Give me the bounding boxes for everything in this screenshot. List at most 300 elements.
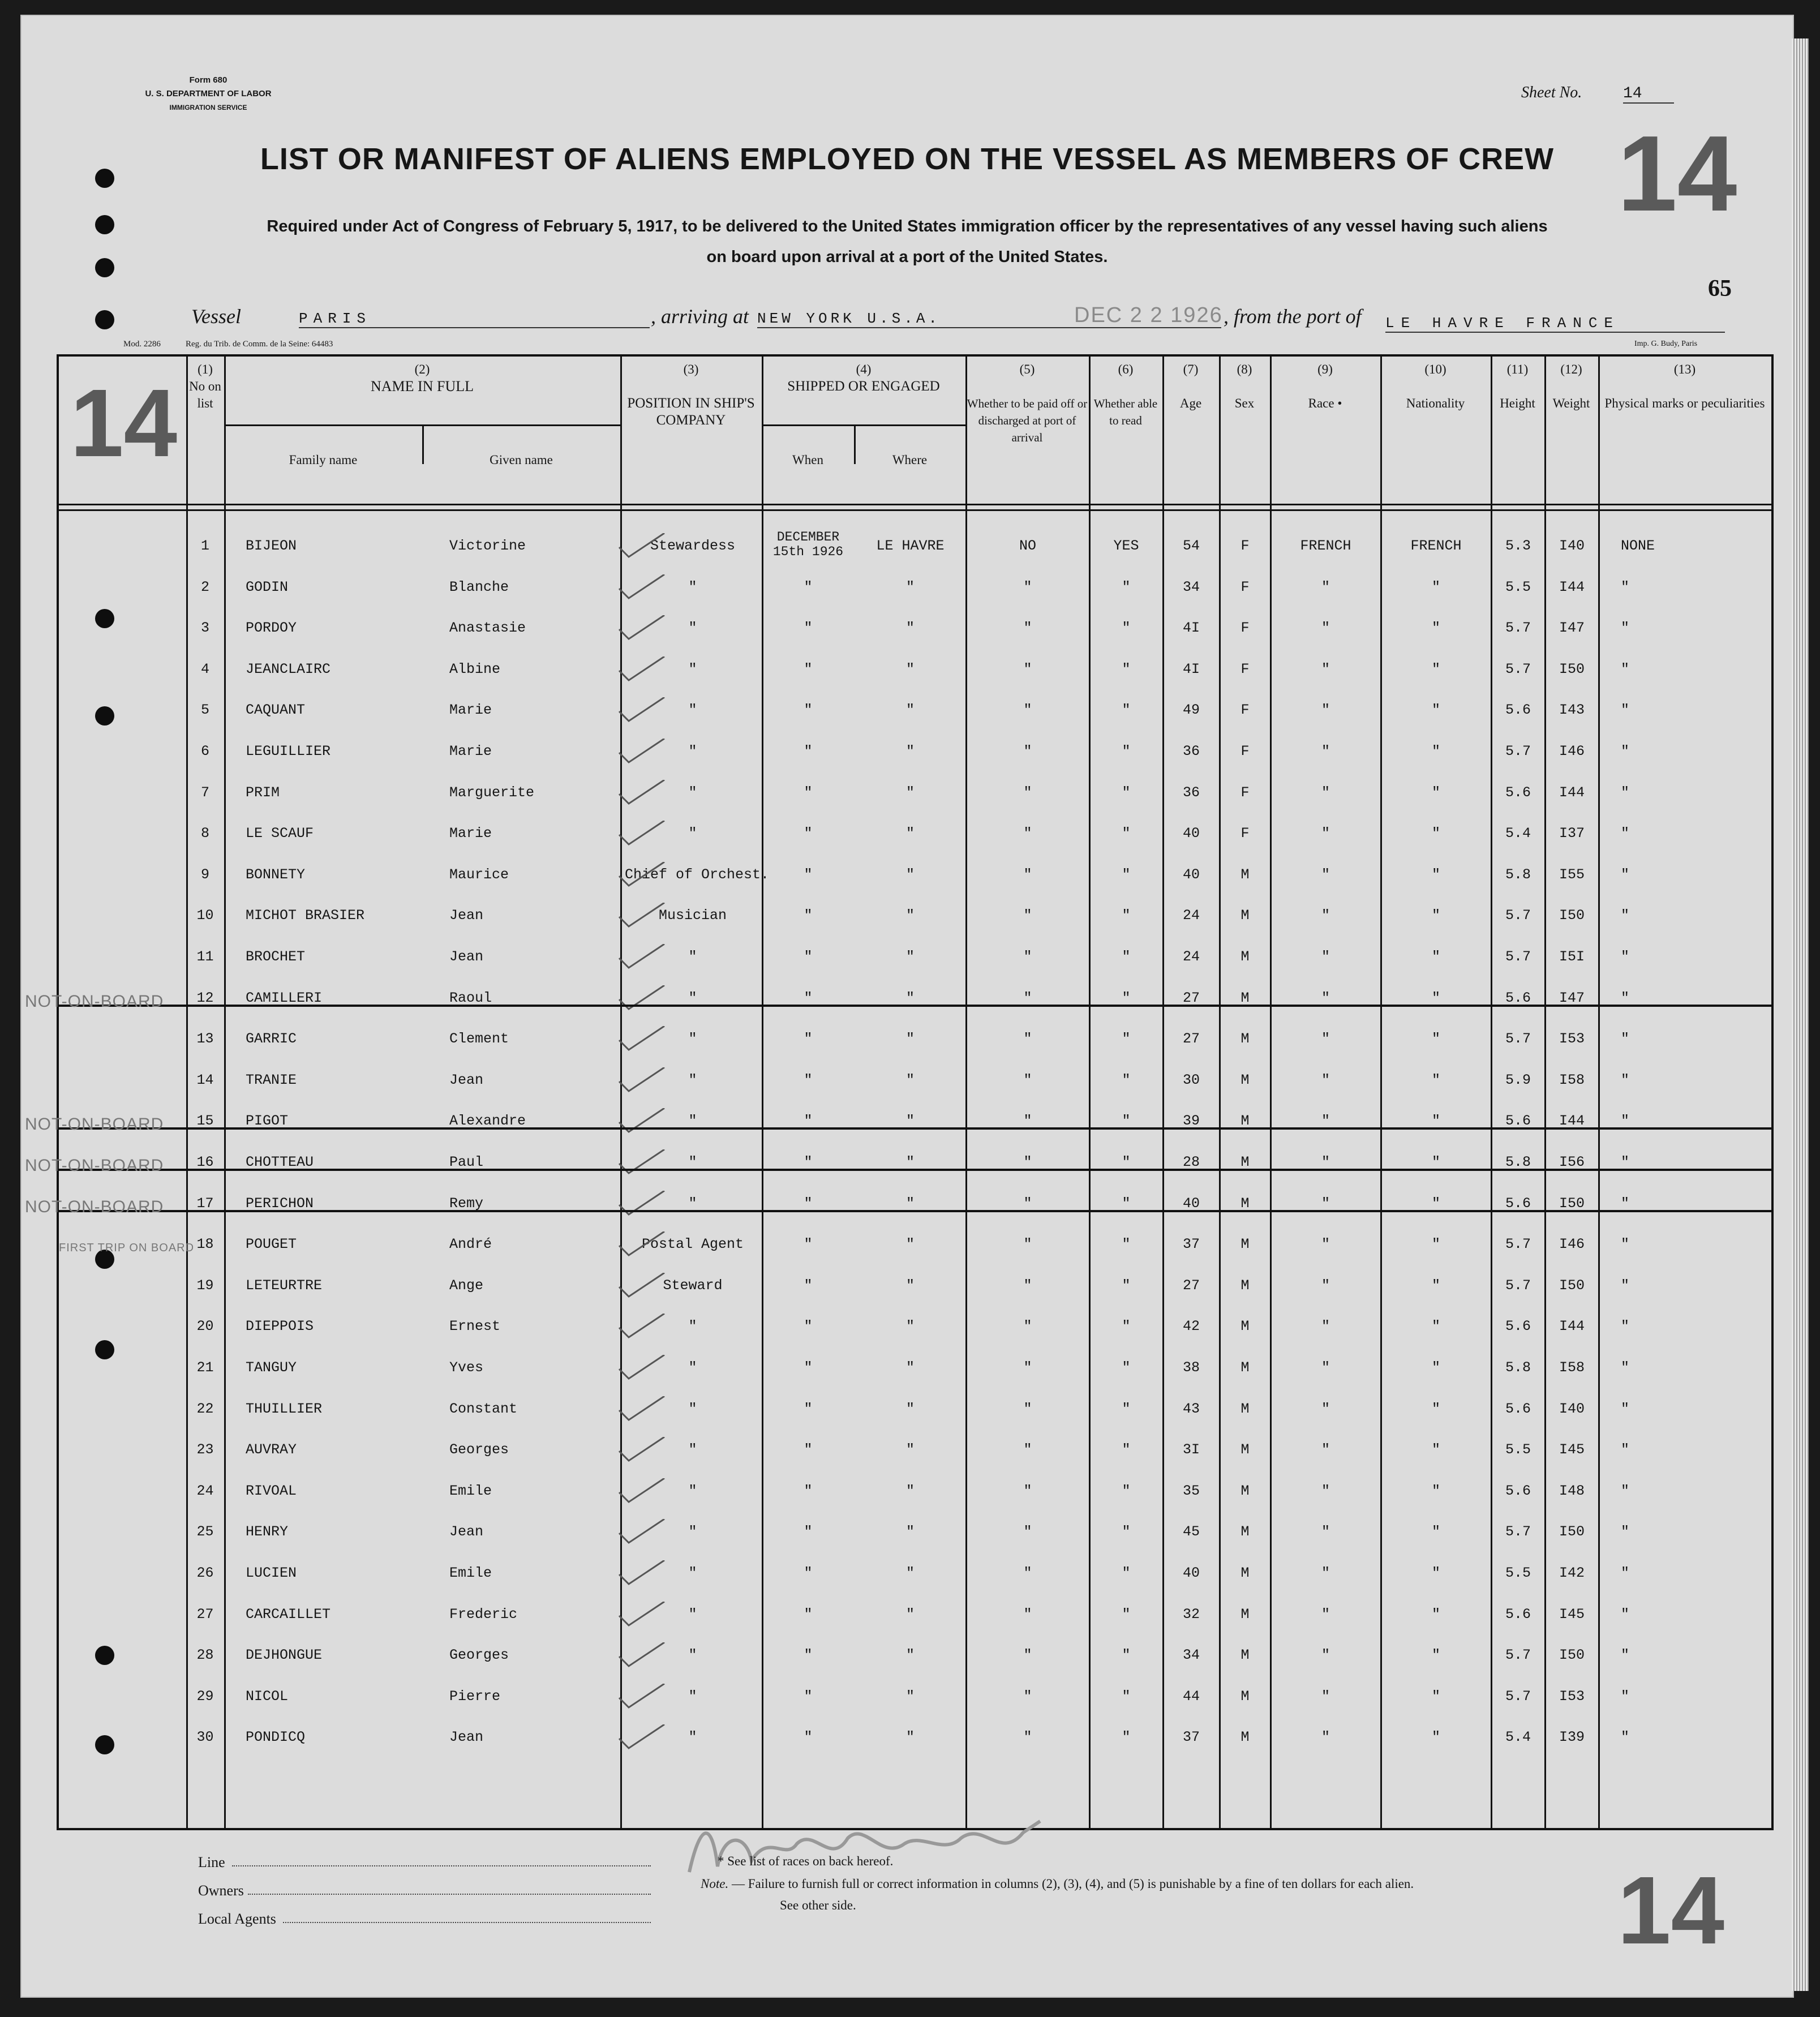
cell-marks: ": [1621, 620, 1630, 637]
cell-family: LUCIEN: [246, 1565, 297, 1581]
cell-weight: I46: [1559, 1236, 1585, 1253]
cell-read: ": [1122, 1071, 1131, 1088]
cell-where: ": [905, 1113, 915, 1130]
table-row: [59, 574, 1771, 615]
cell-marks: ": [1621, 1606, 1630, 1623]
check-mark-icon: [616, 780, 667, 808]
cell-height: 5.6: [1505, 1482, 1531, 1499]
cell-paid: ": [1023, 907, 1032, 924]
cell-given: Emile: [449, 1565, 492, 1581]
cell-where: ": [905, 1441, 915, 1458]
table-row: [25, 1149, 1771, 1190]
cell-given: Alexandre: [449, 1113, 526, 1130]
cell-read: ": [1122, 1277, 1131, 1294]
check-mark-icon: [616, 615, 667, 643]
cell-marks: ": [1621, 949, 1630, 965]
cell-paid: ": [1023, 1195, 1032, 1212]
penalty-note: Note. — Failure to furnish full or correct information in columns (2), (3), (4), and (5) is punishable by a fine of ten dollars for each alien.: [701, 1877, 1414, 1891]
cell-when: ": [804, 1359, 813, 1376]
cell-age: 37: [1182, 1729, 1200, 1746]
col-family-header: Family name: [289, 453, 358, 467]
cell-read: ": [1122, 620, 1131, 637]
cell-position: ": [688, 1606, 697, 1623]
cell-family: LE SCAUF: [246, 825, 314, 842]
cell-age: 34: [1182, 1647, 1200, 1664]
cell-nat: ": [1431, 1482, 1440, 1499]
cell-weight: I40: [1559, 538, 1585, 554]
cell-when: ": [804, 949, 813, 965]
cell-marks: ": [1621, 1154, 1630, 1170]
cell-height: 5.7: [1505, 1236, 1531, 1253]
table-row: [59, 1273, 1771, 1314]
cell-nat: ": [1431, 1359, 1440, 1376]
cell-position: ": [688, 1441, 697, 1458]
cell-marks: ": [1621, 1441, 1630, 1458]
cell-position: Chief of Orchest.: [625, 866, 770, 883]
cell-race: ": [1321, 1031, 1330, 1048]
cell-marks: ": [1621, 578, 1630, 595]
cell-paid: ": [1023, 1606, 1032, 1623]
cell-age: 30: [1182, 1071, 1200, 1088]
cell-age: 39: [1182, 1113, 1200, 1130]
cell-sex: M: [1240, 949, 1250, 965]
check-mark-icon: [616, 1108, 667, 1136]
cell-when: ": [804, 907, 813, 924]
cell-weight: I44: [1559, 1113, 1585, 1130]
cell-where: ": [905, 660, 915, 677]
cell-nat: ": [1431, 1729, 1440, 1746]
cell-race: ": [1321, 660, 1330, 677]
cell-sex: M: [1240, 1565, 1250, 1581]
cell-age: 24: [1182, 949, 1200, 965]
cell-marks: ": [1621, 702, 1630, 719]
cell-position: ": [688, 989, 697, 1006]
footer-line-label: Line: [198, 1854, 225, 1870]
cell-when: ": [804, 660, 813, 677]
cell-position: ": [688, 784, 697, 801]
cell-height: 5.6: [1505, 1318, 1531, 1335]
cell-paid: ": [1023, 1236, 1032, 1253]
cell-given: Blanche: [449, 578, 509, 595]
col-when-header: When: [792, 453, 823, 467]
cell-nat: ": [1431, 784, 1440, 801]
cell-sex: M: [1240, 1277, 1250, 1294]
cell-no: 12: [196, 989, 214, 1006]
cell-given: Jean: [449, 1729, 484, 1746]
check-mark-icon: [616, 903, 667, 931]
cell-height: 5.7: [1505, 620, 1531, 637]
cell-nat: ": [1431, 660, 1440, 677]
cell-family: CAQUANT: [246, 702, 306, 719]
cell-height: 5.5: [1505, 1441, 1531, 1458]
cell-no: 28: [196, 1647, 214, 1664]
cell-sex: F: [1240, 702, 1250, 719]
cell-family: BIJEON: [246, 538, 297, 554]
cell-marks: ": [1621, 1729, 1630, 1746]
cell-paid: ": [1023, 1524, 1032, 1540]
cell-where: ": [905, 1236, 915, 1253]
cell-paid: ": [1023, 702, 1032, 719]
cell-sex: F: [1240, 825, 1250, 842]
check-mark-icon: [616, 821, 667, 849]
cell-position: ": [688, 660, 697, 677]
cell-no: 29: [196, 1688, 214, 1705]
cell-height: 5.6: [1505, 989, 1531, 1006]
cell-given: Anastasie: [449, 620, 526, 637]
cell-marks: ": [1621, 1688, 1630, 1705]
cell-position: ": [688, 949, 697, 965]
cell-family: PONDICQ: [246, 1729, 306, 1746]
stamp-number-left: 14: [70, 370, 178, 477]
cell-no: 26: [196, 1565, 214, 1581]
cell-where: ": [905, 702, 915, 719]
cell-paid: ": [1023, 743, 1032, 759]
cell-weight: I58: [1559, 1359, 1585, 1376]
cell-when: ": [804, 866, 813, 883]
cell-given: Frederic: [449, 1606, 518, 1623]
cell-position: ": [688, 1647, 697, 1664]
check-mark-icon: [616, 1519, 667, 1547]
cell-where: ": [905, 743, 915, 759]
cell-no: 5: [200, 702, 209, 719]
cell-nat: ": [1431, 907, 1440, 924]
cell-age: 24: [1182, 907, 1200, 924]
table-row: [59, 697, 1771, 738]
cell-when: ": [804, 784, 813, 801]
not-on-board-stamp: NOT-ON-BOARD: [25, 1115, 164, 1134]
cell-when: ": [804, 1688, 813, 1705]
cell-when: ": [804, 1195, 813, 1212]
cell-height: 5.9: [1505, 1071, 1531, 1088]
cell-where: ": [905, 1277, 915, 1294]
cell-given: Marguerite: [449, 784, 535, 801]
check-mark-icon: [616, 1396, 667, 1424]
cell-position: Postal Agent: [641, 1236, 744, 1253]
cell-height: 5.7: [1505, 1688, 1531, 1705]
cell-nat: ": [1431, 1400, 1440, 1417]
cell-family: CHOTTEAU: [246, 1154, 314, 1170]
cell-position: ": [688, 702, 697, 719]
cell-nat: ": [1431, 949, 1440, 965]
table-row: [59, 1396, 1771, 1437]
cell-paid: NO: [1019, 538, 1036, 554]
cell-nat: ": [1431, 1277, 1440, 1294]
cell-marks: ": [1621, 989, 1630, 1006]
col-height-header: (11) Height: [1500, 362, 1535, 410]
strike-line: [59, 1127, 1771, 1130]
check-mark-icon: [616, 1437, 667, 1465]
cell-family: BROCHET: [246, 949, 306, 965]
cell-race: ": [1321, 1441, 1330, 1458]
cell-height: 5.7: [1505, 743, 1531, 759]
check-mark-icon: [616, 656, 667, 685]
cell-sex: M: [1240, 907, 1250, 924]
cell-when: ": [804, 989, 813, 1006]
cell-sex: M: [1240, 1154, 1250, 1170]
cell-when: ": [804, 1318, 813, 1335]
required-line-2: on board upon arrival at a port of the United States.: [706, 248, 1108, 266]
table-row: [25, 1108, 1771, 1149]
cell-height: 5.6: [1505, 1113, 1531, 1130]
cell-no: 22: [196, 1400, 214, 1417]
cell-family: DIEPPOIS: [246, 1318, 314, 1335]
table-row: [59, 1642, 1771, 1683]
cell-weight: I44: [1559, 578, 1585, 595]
strike-line: [59, 1210, 1771, 1212]
printer: Imp. G. Budy, Paris: [1634, 340, 1698, 348]
cell-marks: ": [1621, 1318, 1630, 1335]
cell-where: ": [905, 1318, 915, 1335]
cell-given: Victorine: [449, 538, 526, 554]
table-row: [59, 821, 1771, 861]
cell-read: ": [1122, 660, 1131, 677]
cell-nat: ": [1431, 620, 1440, 637]
cell-family: JEANCLAIRC: [246, 660, 331, 677]
cell-read: ": [1122, 825, 1131, 842]
cell-position: ": [688, 1524, 697, 1540]
cell-marks: ": [1621, 1031, 1630, 1048]
cell-where: ": [905, 1400, 915, 1417]
cell-nat: ": [1431, 1524, 1440, 1540]
cell-sex: M: [1240, 1400, 1250, 1417]
cell-age: 40: [1182, 1195, 1200, 1212]
cell-nat: ": [1431, 1441, 1440, 1458]
cell-no: 6: [200, 743, 209, 759]
cell-when: DECEMBER 15th 1926: [772, 530, 844, 559]
cell-sex: M: [1240, 1606, 1250, 1623]
cell-paid: ": [1023, 1113, 1032, 1130]
cell-sex: M: [1240, 1031, 1250, 1048]
table-row: [59, 780, 1771, 821]
cell-sex: M: [1240, 1524, 1250, 1540]
cell-when: ": [804, 1277, 813, 1294]
cell-read: ": [1122, 1154, 1131, 1170]
cell-given: André: [449, 1236, 492, 1253]
cell-race: ": [1321, 1195, 1330, 1212]
cell-weight: I53: [1559, 1031, 1585, 1048]
cell-height: 5.6: [1505, 1195, 1531, 1212]
cell-marks: ": [1621, 1524, 1630, 1540]
cell-paid: ": [1023, 825, 1032, 842]
cell-paid: ": [1023, 1154, 1032, 1170]
cell-when: ": [804, 1031, 813, 1048]
cell-given: Marie: [449, 702, 492, 719]
cell-given: Marie: [449, 825, 492, 842]
cell-read: ": [1122, 1565, 1131, 1581]
col-no-header: (1) No on list: [189, 362, 221, 410]
cell-age: 4I: [1182, 620, 1200, 637]
arriving-port: NEW YORK U.S.A.: [757, 310, 1221, 328]
cell-race: ": [1321, 620, 1330, 637]
cell-sex: F: [1240, 538, 1250, 554]
cell-nat: ": [1431, 825, 1440, 842]
cell-where: ": [905, 866, 915, 883]
cell-height: 5.7: [1505, 1647, 1531, 1664]
cell-read: ": [1122, 1318, 1131, 1335]
check-mark-icon: [616, 739, 667, 767]
cell-weight: I5I: [1559, 949, 1585, 965]
cell-age: 36: [1182, 784, 1200, 801]
cell-nat: ": [1431, 743, 1440, 759]
cell-read: ": [1122, 743, 1131, 759]
cell-given: Georges: [449, 1441, 509, 1458]
cell-sex: F: [1240, 660, 1250, 677]
cell-age: 43: [1182, 1400, 1200, 1417]
table-row: [59, 1684, 1771, 1724]
cell-age: 49: [1182, 702, 1200, 719]
cell-paid: ": [1023, 1359, 1032, 1376]
col-race-header: (9) Race •: [1308, 362, 1342, 410]
table-row: [59, 530, 1771, 574]
cell-sex: M: [1240, 866, 1250, 883]
cell-marks: ": [1621, 1071, 1630, 1088]
cell-race: ": [1321, 1154, 1330, 1170]
table-row: [59, 656, 1771, 697]
cell-where: ": [905, 1688, 915, 1705]
cell-where: ": [905, 620, 915, 637]
cell-sex: M: [1240, 989, 1250, 1006]
cell-marks: ": [1621, 1565, 1630, 1581]
cell-height: 5.7: [1505, 1031, 1531, 1048]
cell-age: 4I: [1182, 660, 1200, 677]
cell-sex: M: [1240, 1195, 1250, 1212]
cell-paid: ": [1023, 1441, 1032, 1458]
cell-weight: I50: [1559, 1277, 1585, 1294]
cell-nat: ": [1431, 578, 1440, 595]
cell-read: ": [1122, 1606, 1131, 1623]
cell-position: ": [688, 1482, 697, 1499]
cell-read: ": [1122, 1729, 1131, 1746]
cell-where: ": [905, 1359, 915, 1376]
cell-race: ": [1321, 1318, 1330, 1335]
cell-family: RIVOAL: [246, 1482, 297, 1499]
cell-height: 5.3: [1505, 538, 1531, 554]
cell-marks: ": [1621, 825, 1630, 842]
cell-no: 17: [196, 1195, 214, 1212]
cell-family: PIGOT: [246, 1113, 289, 1130]
cell-race: ": [1321, 866, 1330, 883]
strike-line: [59, 1005, 1771, 1007]
cell-family: PRIM: [246, 784, 280, 801]
cell-weight: I56: [1559, 1154, 1585, 1170]
cell-marks: ": [1621, 743, 1630, 759]
cell-age: 34: [1182, 578, 1200, 595]
cell-marks: ": [1621, 784, 1630, 801]
check-mark-icon: [616, 1314, 667, 1342]
cell-when: ": [804, 1154, 813, 1170]
check-mark-icon: [616, 533, 667, 561]
cell-given: Ernest: [449, 1318, 501, 1335]
sheet-label: Sheet No.: [1521, 84, 1582, 101]
cell-sex: F: [1240, 620, 1250, 637]
cell-sex: F: [1240, 743, 1250, 759]
cell-race: ": [1321, 1565, 1330, 1581]
cell-age: 44: [1182, 1688, 1200, 1705]
cell-weight: I39: [1559, 1729, 1585, 1746]
check-mark-icon: [616, 1724, 667, 1753]
cell-position: ": [688, 1113, 697, 1130]
cell-nat: ": [1431, 1113, 1440, 1130]
cell-position: ": [688, 1071, 697, 1088]
not-on-board-stamp: NOT-ON-BOARD: [25, 1197, 164, 1216]
cell-age: 40: [1182, 866, 1200, 883]
cell-paid: ": [1023, 660, 1032, 677]
cell-height: 5.8: [1505, 866, 1531, 883]
table-row: [59, 1437, 1771, 1478]
cell-paid: ": [1023, 1688, 1032, 1705]
cell-when: ": [804, 578, 813, 595]
cell-marks: ": [1621, 866, 1630, 883]
races-note: * See list of races on back hereof.: [718, 1854, 894, 1868]
cell-paid: ": [1023, 1729, 1032, 1746]
cell-family: CAMILLERI: [246, 989, 323, 1006]
cell-when: ": [804, 620, 813, 637]
cell-family: TRANIE: [246, 1071, 297, 1088]
cell-given: Albine: [449, 660, 501, 677]
form-number: Form 680: [189, 75, 227, 85]
cell-read: ": [1122, 907, 1131, 924]
cell-race: ": [1321, 578, 1330, 595]
cell-marks: ": [1621, 1236, 1630, 1253]
check-mark-icon: [616, 1149, 667, 1178]
col-marks-header: (13) Physical marks or peculiarities: [1604, 362, 1765, 410]
page-number: 65: [1708, 276, 1732, 302]
col-nationality-header: (10) Nationality: [1406, 362, 1465, 410]
cell-weight: I40: [1559, 1400, 1585, 1417]
cell-read: ": [1122, 989, 1131, 1006]
cell-race: ": [1321, 907, 1330, 924]
table-row: [59, 1067, 1771, 1108]
strike-line: [59, 1169, 1771, 1171]
cell-family: GARRIC: [246, 1031, 297, 1048]
cell-no: 21: [196, 1359, 214, 1376]
cell-where: ": [905, 1195, 915, 1212]
cell-no: 14: [196, 1071, 214, 1088]
table-row: [59, 1724, 1771, 1765]
cell-given: Jean: [449, 1071, 484, 1088]
cell-race: ": [1321, 949, 1330, 965]
cell-sex: M: [1240, 1688, 1250, 1705]
cell-age: 40: [1182, 825, 1200, 842]
cell-nat: ": [1431, 1071, 1440, 1088]
cell-height: 5.5: [1505, 578, 1531, 595]
cell-read: ": [1122, 1113, 1131, 1130]
cell-nat: ": [1431, 1647, 1440, 1664]
cell-family: LETEURTRE: [246, 1277, 323, 1294]
cell-family: DEJHONGUE: [246, 1647, 323, 1664]
table-row: [59, 1602, 1771, 1642]
cell-nat: ": [1431, 702, 1440, 719]
cell-race: ": [1321, 1113, 1330, 1130]
cell-height: 5.6: [1505, 784, 1531, 801]
cell-paid: ": [1023, 1482, 1032, 1499]
cell-race: ": [1321, 1606, 1330, 1623]
cell-no: 8: [200, 825, 209, 842]
cell-race: ": [1321, 1688, 1330, 1705]
cell-read: ": [1122, 866, 1131, 883]
table-row: [59, 1355, 1771, 1396]
cell-when: ": [804, 1071, 813, 1088]
cell-read: ": [1122, 578, 1131, 595]
cell-position: ": [688, 1688, 697, 1705]
cell-age: 36: [1182, 743, 1200, 759]
cell-when: ": [804, 825, 813, 842]
cell-where: ": [905, 1482, 915, 1499]
cell-read: ": [1122, 1647, 1131, 1664]
cell-weight: I53: [1559, 1688, 1585, 1705]
cell-sex: M: [1240, 1441, 1250, 1458]
cell-given: Constant: [449, 1400, 518, 1417]
